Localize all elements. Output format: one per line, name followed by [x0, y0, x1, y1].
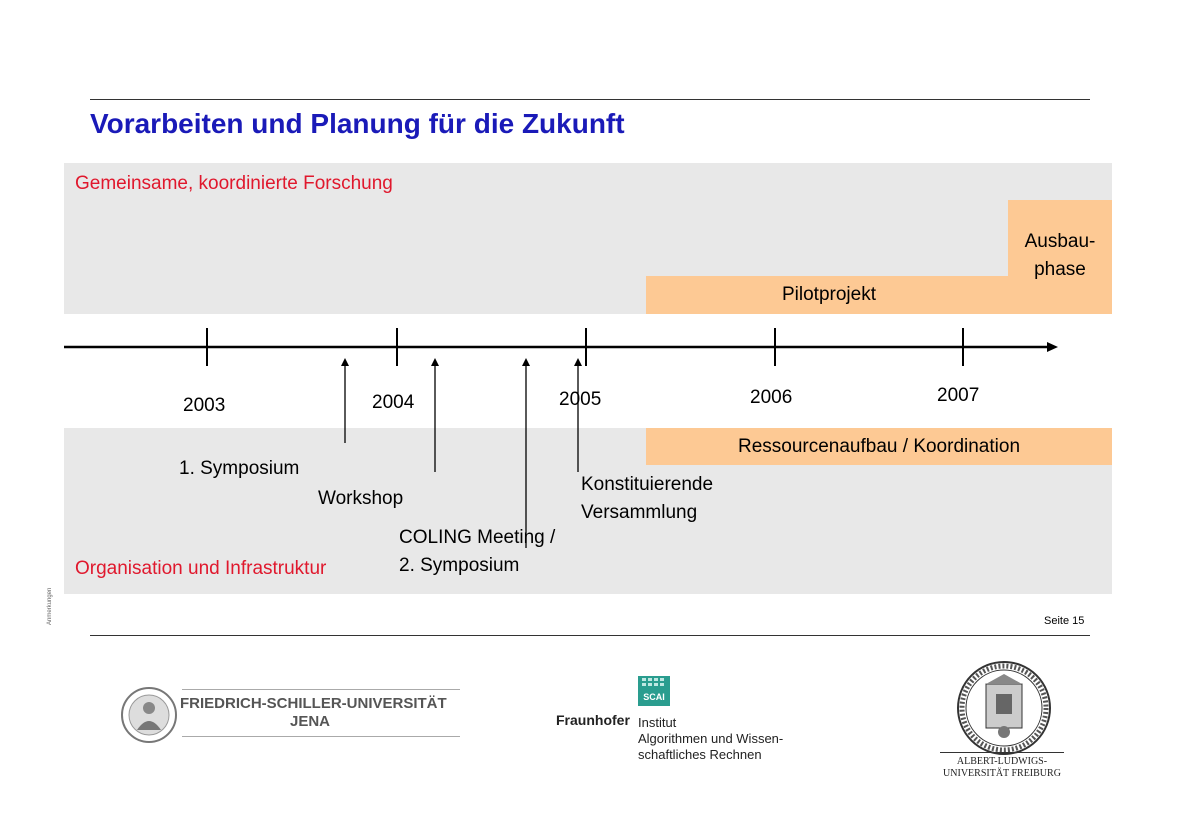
jena-seal-icon	[120, 686, 178, 744]
year-label-2004: 2004	[372, 392, 415, 413]
expansion-phase-label-2: phase	[1034, 259, 1086, 280]
scai-badge	[638, 676, 670, 706]
arrowhead-symposium1	[341, 358, 349, 366]
freiburg-name-line2: UNIVERSITÄT FREIBURG	[943, 768, 1061, 779]
scai-badge-text: SCAI	[643, 692, 665, 702]
event-coling-line1: COLING Meeting /	[399, 527, 556, 548]
jena-logo	[120, 686, 465, 746]
freiburg-seal-icon	[956, 660, 1052, 756]
arrowhead-workshop	[431, 358, 439, 366]
freiburg-rule	[940, 752, 1064, 753]
event-workshop: Workshop	[318, 488, 404, 509]
research-section-label: Gemeinsame, koordinierte Forschung	[75, 173, 393, 194]
timeline-arrowhead	[1047, 342, 1058, 352]
fraunhofer-scai-logo	[556, 676, 796, 766]
arrowhead-konst	[574, 358, 582, 366]
expansion-phase-label-1: Ausbau-	[1024, 231, 1096, 252]
vertical-note: Anmerkungen	[47, 587, 53, 625]
freiburg-name-line1: ALBERT-LUDWIGS-	[956, 756, 1048, 767]
scai-text-line1: Institut	[638, 715, 677, 730]
event-konst-line2: Versammlung	[581, 502, 698, 523]
event-konst-line1: Konstituierende	[581, 474, 714, 495]
year-label-2005: 2005	[559, 389, 602, 410]
arrowhead-coling	[522, 358, 530, 366]
organisation-section-label: Organisation und Infrastruktur	[75, 558, 327, 579]
resources-label: Ressourcenaufbau / Koordination	[737, 435, 1021, 457]
page-title: Vorarbeiten und Planung für die Zukunft	[90, 108, 625, 139]
jena-rule-top	[182, 689, 460, 690]
event-coling-line2: 2. Symposium	[399, 555, 520, 576]
year-label-2007: 2007	[937, 385, 980, 406]
freiburg-logo	[940, 660, 1068, 780]
event-coling	[399, 524, 555, 580]
jena-name-line2: JENA	[289, 713, 330, 730]
event-symposium1: 1. Symposium	[179, 458, 300, 479]
page-number: Seite 15	[1044, 615, 1085, 627]
jena-rule-bottom	[182, 736, 460, 737]
pilot-project-label: Pilotprojekt	[782, 284, 876, 305]
year-label-2003: 2003	[183, 395, 226, 416]
jena-name-line1: FRIEDRICH-SCHILLER-UNIVERSITÄT	[180, 695, 447, 712]
scai-text-line2: Algorithmen und Wissen-	[638, 731, 784, 746]
event-konstituierende	[581, 471, 713, 527]
fraunhofer-brand: Fraunhofer	[556, 712, 630, 728]
bottom-rule	[90, 635, 1090, 636]
scai-grid-icon	[638, 676, 670, 692]
scai-text-line3: schaftliches Rechnen	[638, 747, 762, 762]
year-label-2006: 2006	[750, 387, 793, 408]
